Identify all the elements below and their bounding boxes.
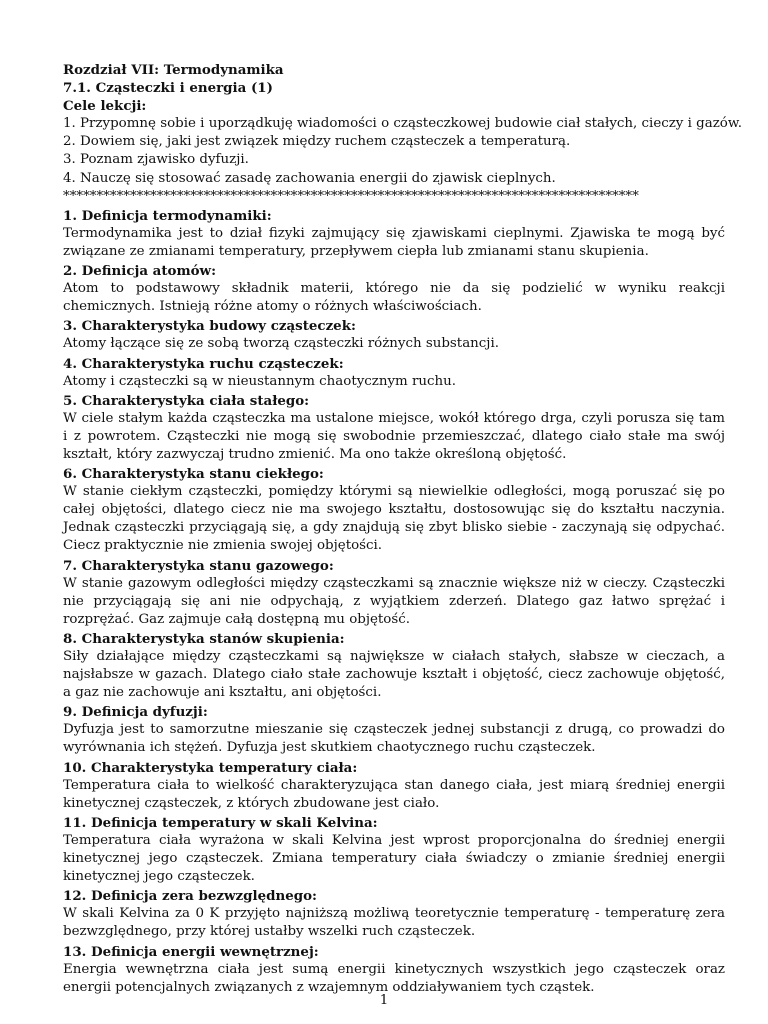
- objective-item: 3. Poznam zjawisko dyfuzji.: [63, 152, 249, 168]
- objective-item: 4. Nauczę się stosować zasadę zachowania energii do zjawisk cieplnych.: [63, 170, 556, 186]
- section-body: Siły działające między cząsteczkami są największe w ciałach stałych, słabsze w cieczach, a najsłabsze w gazach. Dlatego ciało stałe zachowuje kształt i objętość, ciecz zachowuje objętość, a gaz nie zachowuje ani kształtu, ani objętości.: [63, 649, 725, 701]
- section-title: 10. Charakterystyka temperatury ciała:: [63, 759, 358, 776]
- section-title: 6. Charakterystyka stanu ciekłego:: [63, 466, 324, 483]
- chapter-title: Rozdział VII: Termodynamika: [63, 62, 284, 78]
- objective-item: 2. Dowiem się, jaki jest związek między ruchem cząsteczek a temperaturą.: [63, 134, 571, 150]
- separator-line: **************************************************************************************: [63, 188, 639, 204]
- section: [63, 630, 725, 702]
- section-body: Atomy łączące się ze sobą tworzą cząsteczki różnych substancji.: [63, 336, 499, 352]
- section-body: Dyfuzja jest to samorzutne mieszanie się cząsteczek jednej substancji z drugą, co prowadzi do wyrównania ich stężeń. Dyfuzja jest skutkiem chaotycznego ruchu cząsteczek.: [63, 722, 725, 756]
- section: [63, 207, 725, 261]
- objective-item: 1. Przypomnę sobie i uporządkuję wiadomości o cząsteczkowej budowie ciał stałych, cieczy i gazów.: [63, 116, 742, 132]
- section: [63, 392, 725, 464]
- section-title: 4. Charakterystyka ruchu cząsteczek:: [63, 355, 344, 372]
- section: [63, 759, 725, 813]
- section-body: W stanie ciekłym cząsteczki, pomiędzy którymi są niewielkie odległości, mogą poruszać się po całej objętości, dlatego ciecz nie ma swojego kształtu, dostosowując się do kształtu naczynia. Jednak cząsteczki przyciągają się, a gdy znajdują się zbyt blisko siebie - zaczynają się odpychać. Ciecz praktycznie nie zmienia swojej objętości.: [63, 484, 725, 554]
- section-title: 8. Charakterystyka stanów skupienia:: [63, 630, 345, 647]
- section-title: 5. Charakterystyka ciała stałego:: [63, 392, 310, 409]
- section-title: 13. Definicja energii wewnętrznej:: [63, 943, 319, 960]
- section-title: 7. Charakterystyka stanu gazowego:: [63, 557, 334, 574]
- section: [63, 814, 725, 886]
- section-body: Atom to podstawowy składnik materii, którego nie da się podzielić w wyniku reakcji chemicznych. Istnieją różne atomy o różnych właściwościach.: [63, 281, 725, 315]
- section-body: Temperatura ciała to wielkość charakteryzująca stan danego ciała, jest miarą średniej energii kinetycznej cząsteczek, z których zbudowane jest ciało.: [63, 777, 725, 811]
- section-body: W ciele stałym każda cząsteczka ma ustalone miejsce, wokół którego drga, czyli porusza się tam i z powrotem. Cząsteczki nie mogą się swobodnie przemieszczać, dlatego ciało stałe ma swój kształt, który zazwyczaj trudno zmienić. Ma ono także określoną objętość.: [63, 410, 725, 462]
- section: [63, 887, 725, 941]
- section-body: W stanie gazowym odległości między cząsteczkami są znacznie większe niż w cieczy. Cząsteczki nie przyciągają się ani nie odpychają, z wyjątkiem zderzeń. Dlatego gaz łatwo sprężać i rozprężać. Gaz zajmuje całą dostępną mu objętość.: [63, 575, 725, 627]
- section-body: Energia wewnętrzna ciała jest sumą energii kinetycznych wszystkich jego cząsteczek oraz energii potencjalnych związanych z wzajemnym oddziaływaniem tych cząstek.: [63, 961, 725, 995]
- section-title: 1. Definicja termodynamiki:: [63, 207, 272, 224]
- section-body: Temperatura ciała wyrażona w skali Kelvina jest wprost proporcjonalna do średniej energii kinetycznej jego cząsteczek. Zmiana temperatury ciała świadczy o zmianie średniej energii kinetycznej jego cząsteczek.: [63, 832, 725, 885]
- section-title: 2. Definicja atomów:: [63, 263, 217, 280]
- section-title: 12. Definicja zera bezwzględnego:: [63, 888, 317, 905]
- section-title: 11. Definicja temperatury w skali Kelvina:: [63, 814, 378, 831]
- page-number: 1: [379, 993, 389, 1008]
- section: [63, 557, 725, 629]
- section: [63, 262, 725, 316]
- lesson-title: 7.1. Cząsteczki i energia (1): [63, 80, 273, 97]
- goals-heading: Cele lekcji:: [63, 98, 147, 115]
- section-body: Atomy i cząsteczki są w nieustannym chaotycznym ruchu.: [63, 373, 456, 389]
- objectives-list: [63, 115, 742, 187]
- section-title: 9. Definicja dyfuzji:: [63, 704, 208, 721]
- section: [63, 703, 725, 757]
- section: [63, 355, 725, 391]
- section-body: W skali Kelvina za 0 K przyjęto najniższą możliwą teoretycznie temperaturę - temperaturę zera bezwzględnego, przy której ustałby wszelki ruch cząsteczek.: [63, 906, 725, 940]
- section-title: 3. Charakterystyka budowy cząsteczek:: [63, 318, 356, 335]
- section-body: Termodynamika jest to dział fizyki zajmujący się zjawiskami cieplnymi. Zjawiska te mogą być związane ze zmianami temperatury, przepływem ciepła lub zmianami stanu skupienia.: [63, 225, 725, 259]
- section: [63, 317, 725, 353]
- page-content: [63, 61, 742, 997]
- section: [63, 465, 725, 555]
- section: [63, 943, 725, 997]
